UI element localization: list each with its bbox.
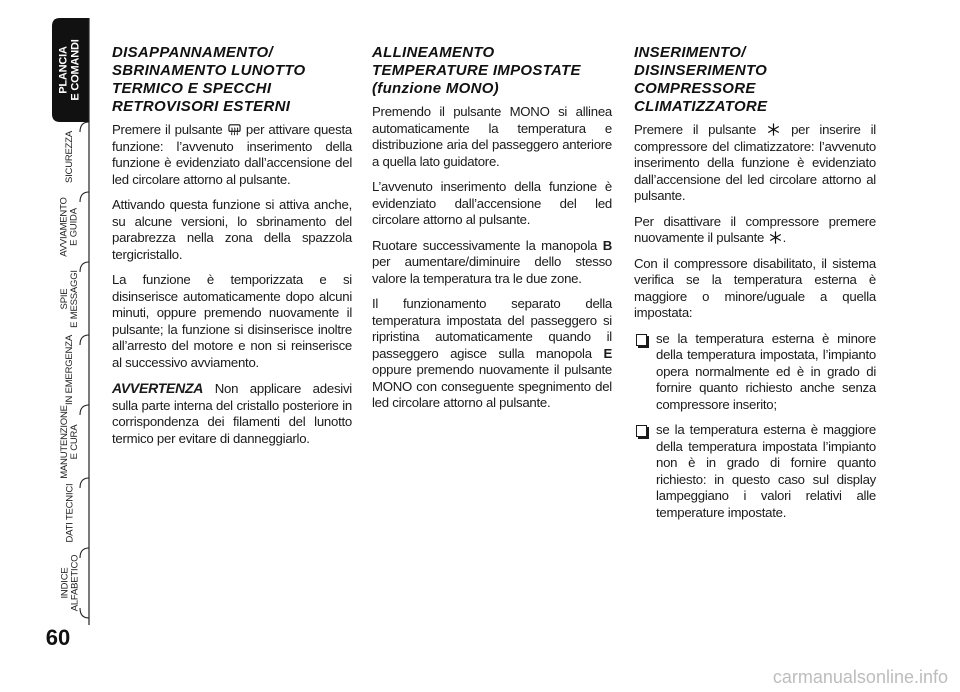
list-item [634,422,876,521]
tab-label: IN EMERGENZA [64,335,76,405]
list-item-text: se la temperatura esterna è maggiore della temperatura impostata l’impianto non è in grado di fornire quanto richiesto: in questo caso sul display lampeggiano i valori relativi alle temperature impostate. [656,422,876,520]
tab-spie-e-messaggi[interactable] [50,262,90,335]
chapter-tab-index [0,0,100,692]
text: Ruotare successivamente la manopola [372,237,598,253]
section-mono [372,44,612,421]
section-title: INSERIMENTO/ DISINSERIMENTO COMPRESSORE CLIMATIZZATORE [634,44,768,115]
paragraph [372,238,612,288]
tab-label: DATI TECNICI [64,483,76,543]
warning-label: AVVERTENZA [112,380,204,396]
text: Non applicare adesivi sulla parte interna del cristallo posteriore in corrispondenza dei filamenti del lunotto termico per evitare di danneggiarlo. [112,381,352,446]
text: per aumentare/diminuire dello stesso valore la temperatura tra le due zone. [372,254,612,286]
tab-label: SPIE E MESSAGGI [59,269,80,328]
snowflake-icon [769,231,782,244]
tab-sicurezza[interactable] [50,122,90,192]
tab-label: PLANCIA E COMANDI [58,39,82,101]
bullet-list [634,331,876,522]
tab-avviamento-e-guida[interactable] [50,192,90,262]
paragraph: L’avvenuto inserimento della funzione è evidenziato dall’accensione del led circolare attorno al pulsante. [372,179,612,227]
paragraph [634,122,876,205]
text: per attivare questa funzione: l’avvenuto inserimento della funzione è evidenziato dall’accensione del led circolare attorno al pulsante. [112,122,352,187]
rear-defrost-icon [228,123,241,136]
paragraph [112,122,352,188]
checkbox-bullet-icon [636,334,647,346]
text: Il funzionamento separato della temperatura impostata del passeggero si ripristina automaticamente quando il passeggero agisce sulla manopola [372,296,612,361]
page-number: 60 [45,625,71,650]
paragraph: Attivando questa funzione si attiva anche, su alcune versioni, lo sbrinamento del parabrezza nella zona della spazzola tergicristallo. [112,197,352,262]
knob-letter: B [602,237,612,253]
paragraph: La funzione è temporizzata e si disinserisce automaticamente dopo alcuni minuti, oppure premendo nuovamente il pulsante; la funzione si disinserisce inoltre all’arresto del motore e non si reinserisce al successivo avviamento. [112,272,352,370]
paragraph: Premendo il pulsante MONO si allinea automaticamente la temperatura e distribuzione aria del passeggero anteriore a quella lato guidatore. [372,104,612,169]
section-compressor [634,44,876,530]
paragraph [634,214,876,247]
section-title: ALLINEAMENTO TEMPERATURE IMPOSTATE (funzione MONO) [372,44,581,97]
paragraph: Con il compressore disabilitato, il sistema verifica se la temperatura esterna è maggiore o minore/uguale a quella impostata: [634,255,876,320]
list-item [634,331,876,414]
snowflake-icon [767,123,780,136]
checkbox-bullet-icon [636,425,647,437]
section-defrost [112,44,352,456]
text: Premere il pulsante [634,122,757,137]
tab-indice-alfabetico[interactable] [50,548,90,618]
tab-label: INDICE ALFABETICO [59,554,81,612]
tab-label: SICUREZZA [64,130,76,184]
tab-label: MANUTENZIONE E CURA [59,404,81,479]
tab-dati-tecnici[interactable] [50,478,90,548]
text: oppure premendo nuovamente il pulsante MONO con conseguente spegnimento del led circolare attorno al pulsante. [372,362,612,410]
section-title: DISAPPANNAMENTO/ SBRINAMENTO LUNOTTO TERMICO E SPECCHI RETROVISORI ESTERNI [112,44,306,115]
warning-paragraph [112,380,352,447]
text: Premere il pulsante [112,122,223,137]
tab-manutenzione-e-cura[interactable] [50,405,90,478]
tab-in-emergenza[interactable] [50,335,90,405]
text: . [782,230,786,245]
watermark: carmanualsonline.info [772,667,948,687]
tab-plancia-e-comandi[interactable] [50,18,90,122]
text: per inserire il compressore del climatizzatore: l’avvenuto inserimento della funzione è evidenziato dall’accensione del led circolare attorno al pulsante. [634,122,876,203]
text: Per disattivare il compressore premere nuovamente il pulsante [634,213,876,245]
knob-letter: E [603,345,612,361]
tab-label: AVVIAMENTO E GUIDA [59,197,81,257]
list-item-text: se la temperatura esterna è minore della temperatura impostata, l’impianto opera normalmente ed è in grado di fornire quanto richiesto anche senza compressore inserito; [656,330,876,412]
paragraph [372,296,612,412]
